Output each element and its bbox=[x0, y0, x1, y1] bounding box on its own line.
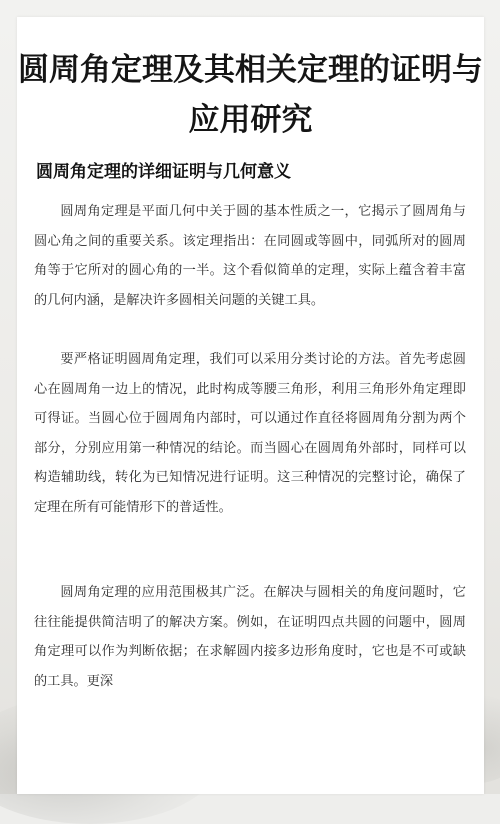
section-heading: 圆周角定理的详细证明与几何意义 bbox=[36, 162, 291, 182]
paragraph-2: 要严格证明圆周角定理，我们可以采用分类讨论的方法。首先考虑圆心在圆周角一边上的情况，此时构成等腰三角形，利用三角形外角定理即可得证。当圆心位于圆周角内部时，可以通过作直径将圆周角分割为两个部分，分别应用第一种情况的结论。而当圆心在圆周角外部时，同样可以构造辅助线，转化为已知情况进行证明。这三种情况的完整讨论，确保了定理在所有可能情形下的普适性。 bbox=[34, 352, 466, 515]
document-page bbox=[17, 17, 484, 794]
document-title: 圆周角定理及其相关定理的证明与应用研究 bbox=[18, 52, 483, 138]
paragraph-3: 圆周角定理的应用范围极其广泛。在解决与圆相关的角度问题时，它往往能提供简洁明了的解决方案。例如，在证明四点共圆的问题中，圆周角定理可以作为判断依据；在求解圆内接多边形角度时，它也是不可或缺的工具。更深 bbox=[34, 585, 466, 689]
paragraph-1: 圆周角定理是平面几何中关于圆的基本性质之一，它揭示了圆周角与圆心角之间的重要关系。该定理指出：在同圆或等圆中，同弧所对的圆周角等于它所对的圆心角的一半。这个看似简单的定理，实际上蕴含着丰富的几何内涵，是解决许多圆相关问题的关键工具。 bbox=[34, 204, 466, 308]
